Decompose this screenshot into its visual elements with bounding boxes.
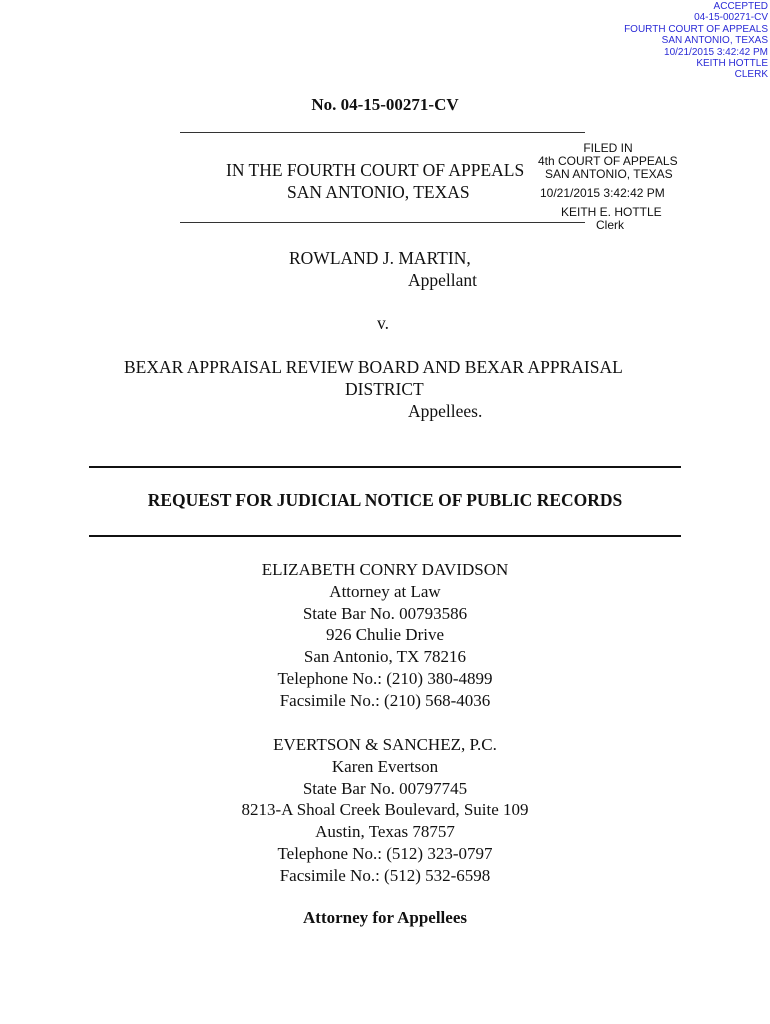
court-location: SAN ANTONIO, TEXAS [287,182,470,202]
counsel-block-evertson [0,734,770,887]
counsel-bar-number: State Bar No. 00797745 [302,778,468,798]
filed-city: SAN ANTONIO, TEXAS [545,167,673,181]
appellees-name-continued: DISTRICT [345,379,424,399]
appellant-name: ROWLAND J. MARTIN, [289,248,471,268]
counsel-telephone: Telephone No.: (210) 380-4899 [277,668,493,688]
filed-clerk-title: Clerk [596,218,625,232]
versus: v. [377,313,389,333]
document-title: REQUEST FOR JUDICIAL NOTICE OF PUBLIC RECORDS [147,490,623,510]
counsel-name: ELIZABETH CONRY DAVIDSON [261,560,509,579]
counsel-address-city: Austin, Texas 78757 [315,822,455,842]
counsel-address-street: 926 Chulie Drive [325,625,445,645]
appellant-role: Appellant [408,270,478,290]
accepted-stamp-line: CLERK [734,69,768,81]
filed-court: 4th COURT OF APPEALS [538,154,678,168]
counsel-facsimile: Facsimile No.: (512) 532-6598 [279,865,491,885]
accepted-stamp-line: KEITH HOTTLE [696,58,768,70]
accepted-stamp-line: 10/21/2015 3:42:42 PM [664,46,768,58]
title-bottom-rule [89,535,681,537]
filed-datetime: 10/21/2015 3:42:42 PM [540,186,665,200]
accepted-stamp-line: ACCEPTED [713,1,768,12]
appellees-name: BEXAR APPRAISAL REVIEW BOARD AND BEXAR APPRAISAL [124,357,623,377]
case-number: No. 04-15-00271-CV [311,95,459,114]
counsel-address-city: San Antonio, TX 78216 [303,647,467,667]
filed-clerk-name: KEITH E. HOTTLE [561,205,662,219]
attorney-for-label: Attorney for Appellees [303,908,467,927]
accepted-stamp-line: 04-15-00271-CV [694,12,768,24]
counsel-telephone: Telephone No.: (512) 323-0797 [277,843,493,863]
title-top-rule [89,466,681,468]
accepted-stamp [624,1,768,81]
caption-bottom-rule [180,222,585,223]
filed-in-label: FILED IN [583,141,633,155]
counsel-bar-number: State Bar No. 00793586 [302,603,468,623]
court-name: IN THE FOURTH COURT OF APPEALS [226,160,525,180]
counsel-name: Karen Evertson [331,756,439,776]
counsel-title: Attorney at Law [329,581,441,601]
appellees-role: Appellees. [408,401,483,421]
counsel-address-street: 8213-A Shoal Creek Boulevard, Suite 109 [241,800,529,820]
counsel-facsimile: Facsimile No.: (210) 568-4036 [279,690,491,710]
caption-top-rule [180,132,585,133]
accepted-stamp-line: SAN ANTONIO, TEXAS [661,35,768,47]
counsel-block-davidson [0,559,770,712]
accepted-stamp-line: FOURTH COURT OF APPEALS [624,23,768,35]
counsel-firm: EVERTSON & SANCHEZ, P.C. [273,735,497,754]
